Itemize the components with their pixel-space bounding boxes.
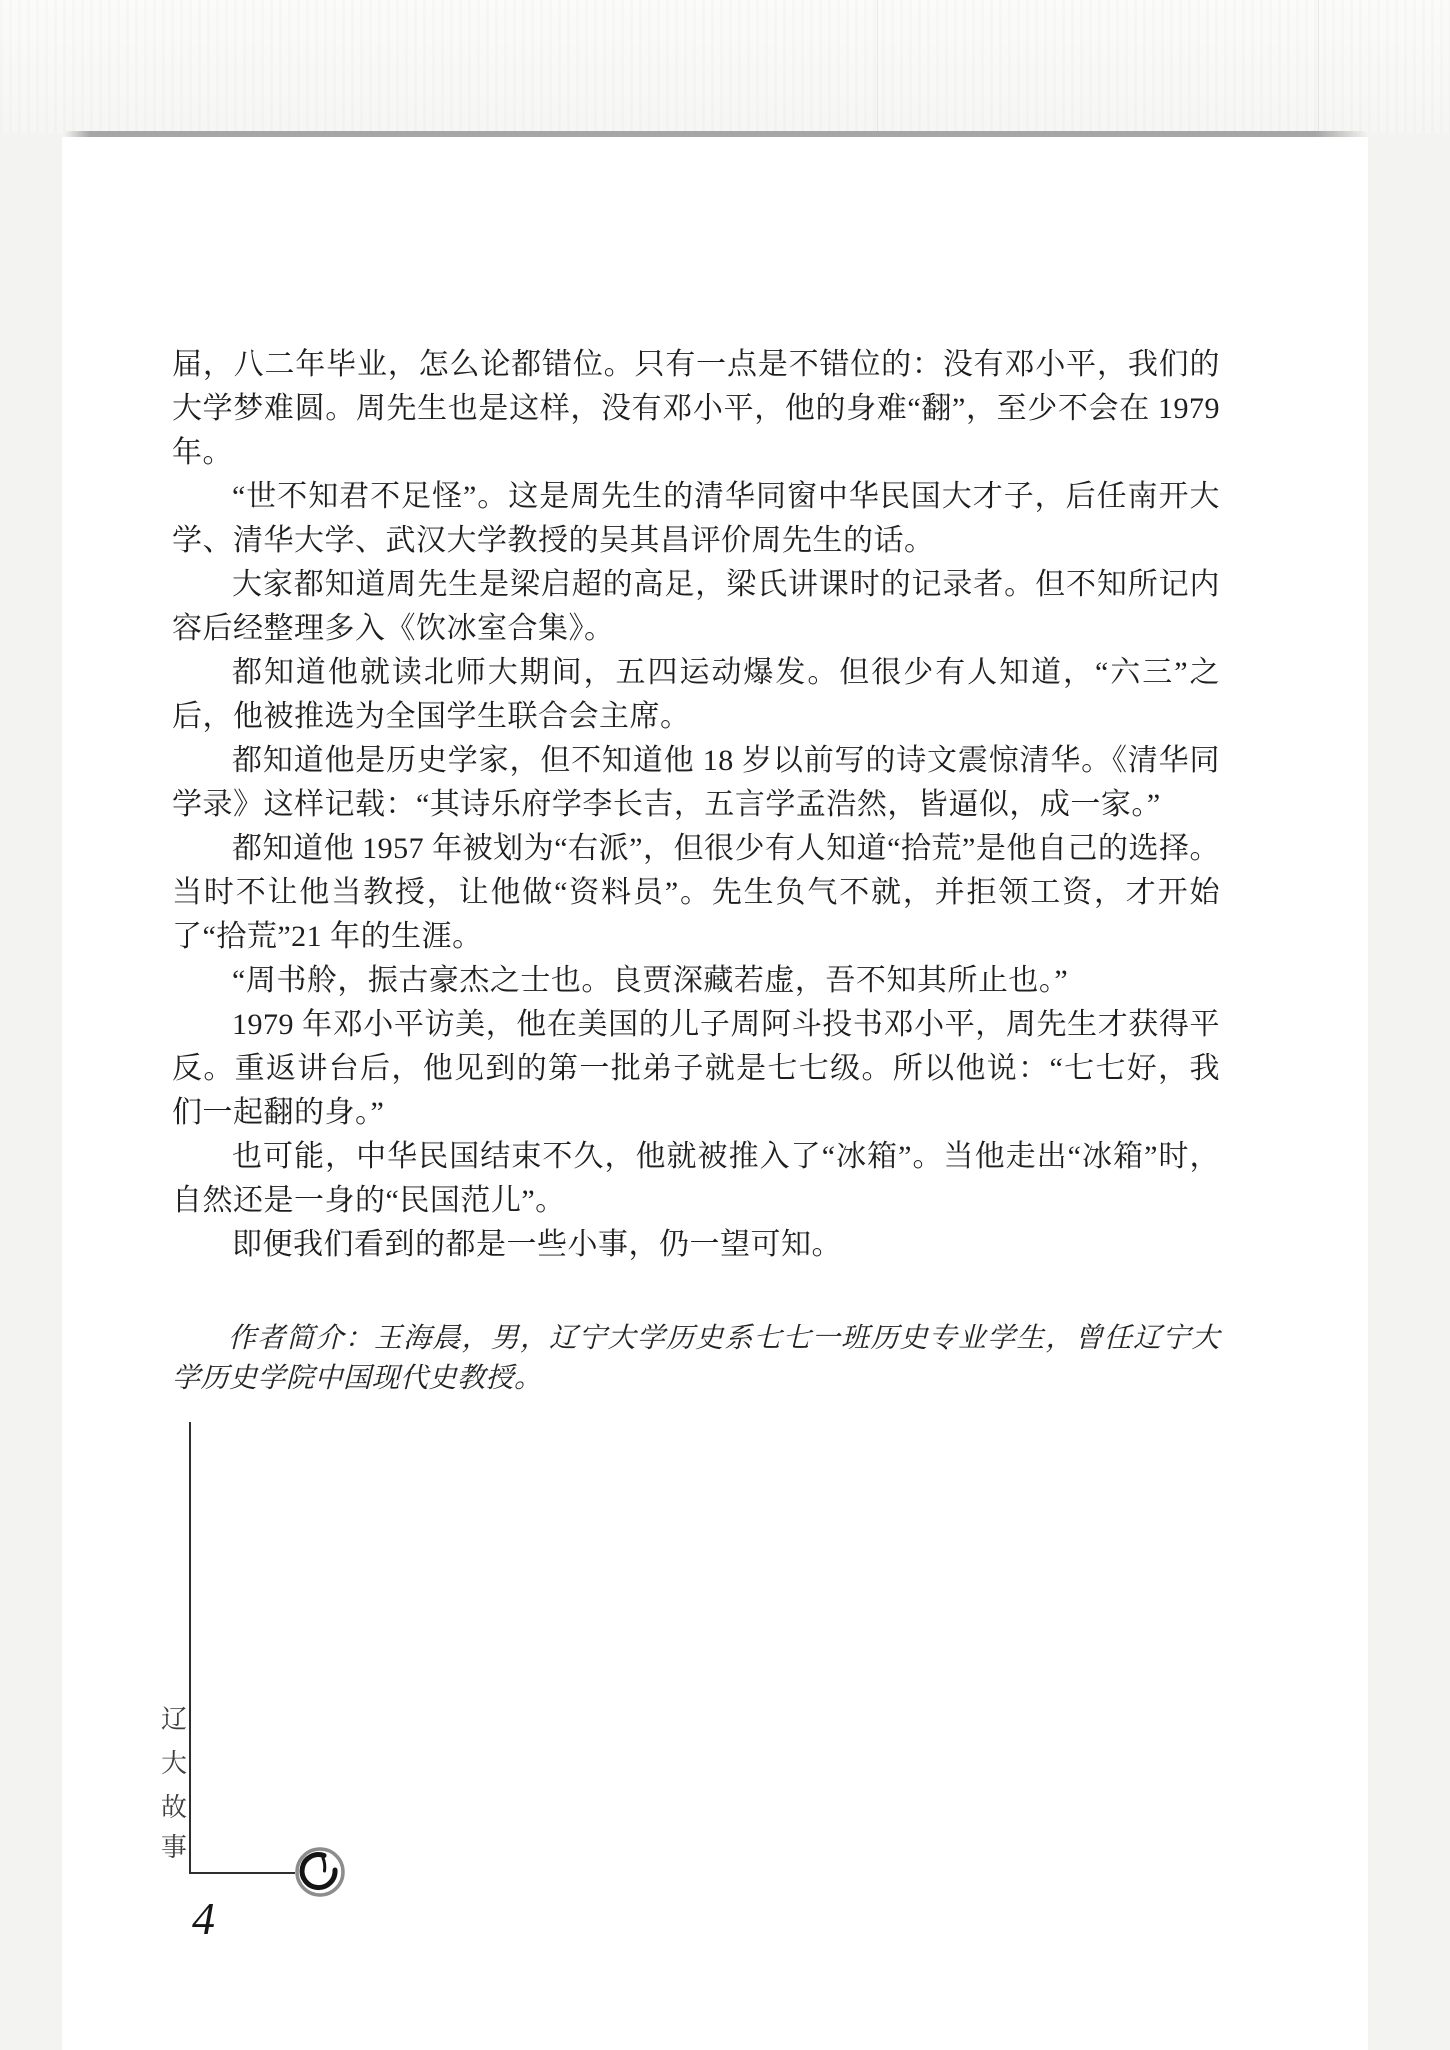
body-paragraph-9: 也可能，中华民国结束不久，他就被推入了“冰箱”。当他走出“冰箱”时，自然还是一身的“民国范儿”。 (172, 1140, 1220, 1217)
scan-streak (877, 0, 878, 133)
body-paragraph-2: “世不知君不足怪”。这是周先生的清华同窗中华民国大才子，后任南开大学、清华大学、武汉大学教授的吴其昌评价周先生的话。 (172, 480, 1220, 557)
page-number: 4 (192, 1893, 215, 1944)
series-label-char: 辽 (160, 1705, 187, 1734)
series-label-char: 事 (160, 1833, 187, 1862)
body-paragraph-8: 1979 年邓小平访美，他在美国的儿子周阿斗投书邓小平，周先生才获得平反。重返讲台后，他见到的第一批弟子就是七七级。所以他说：“七七好，我们一起翻的身。” (172, 1008, 1220, 1129)
body-paragraph-7: “周书舲，振古豪杰之士也。良贾深藏若虚，吾不知其所止也。” (232, 964, 1069, 997)
series-label-char: 大 (160, 1749, 187, 1778)
series-label-char: 故 (160, 1793, 187, 1822)
clock-emblem-icon (294, 1846, 346, 1898)
body-paragraph-4: 都知道他就读北师大期间，五四运动爆发。但很少有人知道，“六三”之后，他被推选为全国学生联合会主席。 (172, 656, 1220, 733)
body-paragraph-10: 即便我们看到的都是一些小事，仍一望可知。 (232, 1228, 842, 1261)
body-paragraph-6: 都知道他 1957 年被划为“右派”，但很少有人知道“拾荒”是他自己的选择。当时不让他当教授，让他做“资料员”。先生负气不就，并拒领工资，才开始了“拾荒”21 年的生涯。 (172, 832, 1220, 953)
main-text-block (172, 343, 1220, 1399)
corner-rule-horizontal (189, 1872, 295, 1874)
body-paragraph-3: 大家都知道周先生是梁启超的高足，梁氏讲课时的记录者。但不知所记内容后经整理多入《饮冰室合集》。 (172, 568, 1220, 645)
scan-texture-band (0, 0, 1450, 133)
corner-rule-vertical (189, 1422, 191, 1874)
body-paragraph-5: 都知道他是历史学家，但不知道他 18 岁以前写的诗文震惊清华。《清华同学录》这样记载：“其诗乐府学李长吉，五言学孟浩然，皆逼似，成一家。” (172, 744, 1220, 821)
author-bio: 作者简介：王海晨，男，辽宁大学历史系七七一班历史专业学生，曾任辽宁大学历史学院中国现代史教授。 (172, 1323, 1220, 1394)
book-page (62, 137, 1368, 2050)
body-paragraph-1: 届，八二年毕业，怎么论都错位。只有一点是不错位的：没有邓小平，我们的大学梦难圆。周先生也是这样，没有邓小平，他的身难“翻”，至少不会在 1979 年。 (172, 348, 1220, 469)
scan-streak (1318, 0, 1319, 133)
